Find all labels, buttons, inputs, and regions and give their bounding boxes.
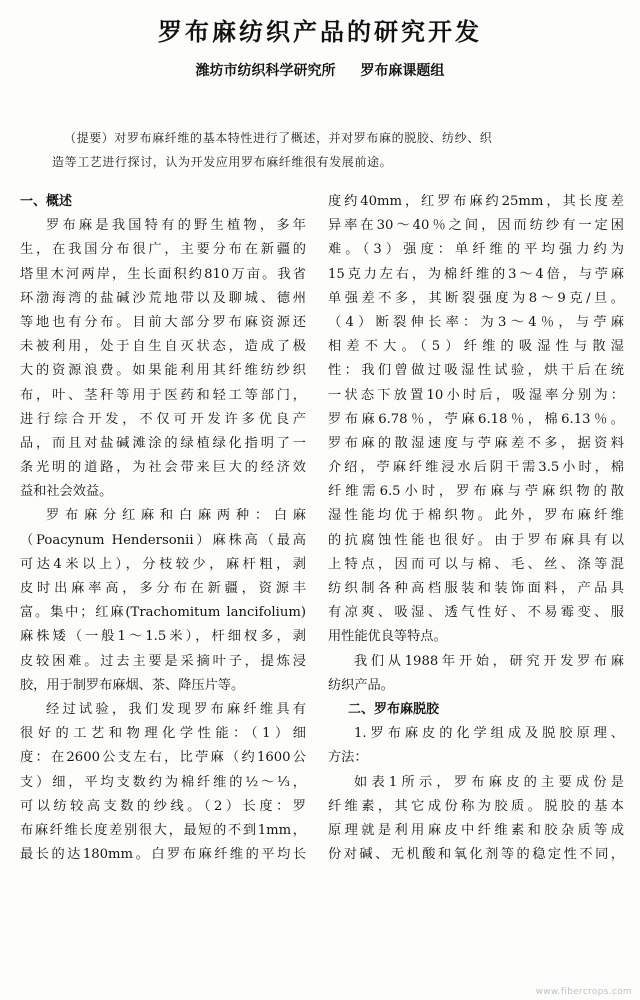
- text-line: （4）断裂伸长率：为3～4％，与苧麻: [328, 314, 624, 330]
- text-line: 罗布麻分红麻和白麻两种：白麻: [46, 508, 306, 524]
- section-heading-overview: 一、概述: [20, 194, 73, 209]
- text-line: 支）细，平均支数约为棉纤维的½～⅓，: [20, 774, 306, 790]
- text-line: 度约40mm，红罗布麻约25mm，其长度差: [328, 194, 624, 209]
- text-line: 环渤海湾的盐碱沙荒地带以及聊城、德州: [20, 290, 306, 306]
- text-line: 度：在2600公支左右，比苧麻（约1600公: [20, 750, 306, 766]
- text-line: 进行综合开发，不仅可开发许多优良产: [20, 411, 306, 427]
- text-line: 品，而且对盐碱滩涂的绿植绿化指明了一: [20, 435, 306, 451]
- text-line: 未被利用，处于自生自灭状态，造成了极: [20, 339, 306, 355]
- text-line: 份对碱、无机酸和氧化剂等的稳定性不同，: [328, 847, 624, 863]
- text-line: 性：我们曾做过吸湿性试验，烘干后在统: [328, 363, 624, 379]
- section-heading-degumming: 二、罗布麻脱胶: [348, 701, 440, 717]
- text-line: 原理就是利用麻皮中纤维素和胶杂质等成: [328, 822, 624, 838]
- text-line: （Poacynum Hendersonii）麻株高（最高: [20, 532, 306, 548]
- text-line: 一状态下放置10小时后，吸湿率分别为：: [328, 387, 624, 403]
- text-line: 1.罗布麻皮的化学组成及脱胶原理、: [354, 726, 624, 742]
- text-line: 异率在30～40％之间，因而纺纱有一定困: [328, 218, 624, 234]
- text-line: 15克力左右，为棉纤维的3～4倍，与苧麻: [328, 266, 624, 282]
- text-line: 益和社会效益。: [20, 484, 113, 500]
- text-line: 罗布麻的散湿速度与苧麻差不多，据资料: [328, 435, 624, 451]
- text-line: 的抗腐蚀性能也很好。由于罗布麻具有以: [328, 532, 624, 548]
- text-line: 经过试验，我们发现罗布麻纤维具有: [46, 701, 306, 717]
- text-line: 我们从1988年开始，研究开发罗布麻: [354, 653, 624, 669]
- text-line: 相差不大。（5）纤维的吸湿性与散湿: [328, 339, 624, 355]
- text-line: 大的资源浪费。如果能利用其纤维纺纱织: [20, 363, 306, 379]
- text-line: 富。集中；红麻(Trachomitum lancifolium): [20, 605, 306, 621]
- text-line: 皮较困难。过去主要是采摘叶子，提炼浸: [20, 653, 306, 669]
- article-title: 罗布麻纺织产品的研究开发: [158, 18, 482, 46]
- text-line: 生，在我国分布很广，主要分布在新疆的: [20, 242, 306, 258]
- text-line: 塔里木河两岸，生长面积约810万亩。我省: [20, 266, 306, 282]
- text-line: 罗布麻6.78％，苧麻6.18％，棉6.13％。: [328, 411, 624, 427]
- text-line: 布，叶、茎秆等用于医药和轻工等部门，: [20, 387, 306, 403]
- text-line: 皮时出麻率高，多分布在新疆，资源丰: [20, 581, 306, 596]
- text-line: 纤维素，其它成份称为胶质。脱胶的基本: [328, 798, 624, 814]
- left-column: [20, 190, 306, 867]
- byline: [0, 60, 640, 80]
- text-line: 有凉爽、吸湿、透气性好、不易霉变、服: [328, 605, 624, 621]
- watermark: www.fibercrops.com: [535, 987, 632, 997]
- text-line: 用性能优良等特点。: [328, 629, 447, 645]
- text-line: 纺织产品。: [328, 677, 394, 693]
- text-line: 可以纺较高支数的纱线。（2）长度：罗: [20, 798, 306, 814]
- text-line: 湿性能均优于棉织物。此外，罗布麻纤维: [328, 508, 624, 524]
- byline-institution: 潍坊市纺织科学研究所: [195, 63, 336, 79]
- text-line: 难。（3）强度：单纤维的平均强力约为: [328, 242, 624, 258]
- text-line: 纤维需6.5小时，罗布麻与苧麻织物的散: [328, 484, 624, 500]
- abstract-line: 造等工艺进行探讨，认为开发应用罗布麻纤维很有发展前途。: [52, 155, 393, 169]
- text-line: 罗布麻是我国特有的野生植物，多年: [46, 218, 306, 234]
- text-line: 方法：: [328, 750, 368, 766]
- text-line: 布麻纤维长度差别很大，最短的不到1mm，: [20, 822, 306, 838]
- byline-group: 罗布麻课题组: [360, 63, 445, 79]
- text-line: 麻株矮（一般1～1.5米），杆细杈多，剥: [20, 629, 306, 645]
- text-line: 介绍，苧麻纤维浸水后阴干需3.5小时，棉: [328, 460, 624, 476]
- right-column: [328, 190, 624, 867]
- text-line: 如表1所示，罗布麻皮的主要成份是: [354, 774, 624, 790]
- text-line: 可达4米以上），分枝较少，麻杆粗，剥: [20, 556, 306, 572]
- text-line: 上特点，因而可以与棉、毛、丝、涤等混: [328, 556, 624, 572]
- text-line: 条光明的道路，为社会带来巨大的经济效: [20, 460, 306, 476]
- abstract-line: （提要）对罗布麻纤维的基本特性进行了概述，并对罗布麻的脱胶、纺纱、织: [64, 131, 493, 145]
- text-line: 很好的工艺和物理化学性能：（1）细: [20, 726, 306, 742]
- text-line: 纺织制各种高档服装和装饰面料，产品具: [328, 581, 624, 596]
- text-line: 胶，用于制罗布麻烟、茶、降压片等。: [20, 677, 245, 693]
- text-line: 等地也有分布。目前大部分罗布麻资源还: [20, 314, 306, 330]
- text-line: 最长的达180mm。白罗布麻纤维的平均长: [20, 847, 306, 863]
- text-line: 单强差不多，其断裂强度为8～9克/旦。: [328, 290, 624, 306]
- abstract: [52, 126, 600, 174]
